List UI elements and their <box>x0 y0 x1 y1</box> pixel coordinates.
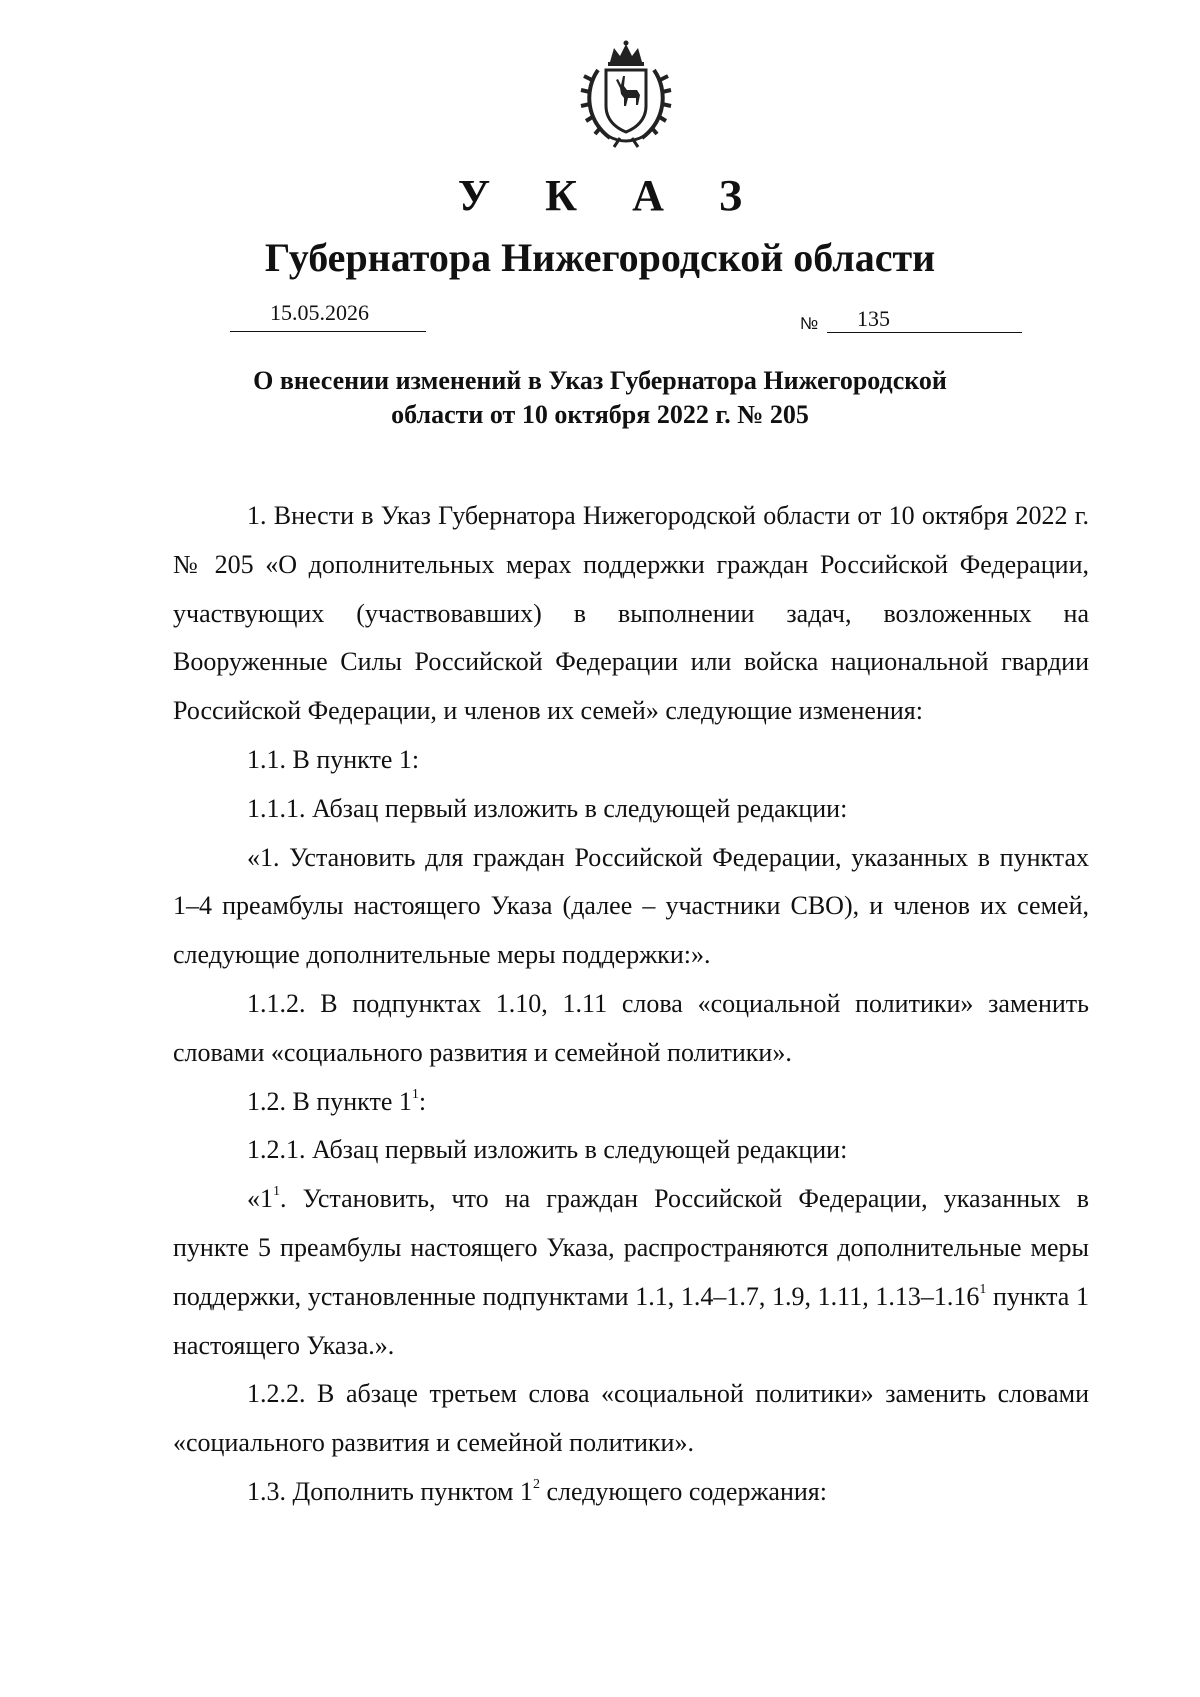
issuer-title: Губернатора Нижегородской области <box>264 235 936 280</box>
text-fragment: . Установить, что на граждан Российской Федерации, указанных в пункте 5 преамбулы настоящего Указа, распространяются дополнительные меры поддержки, установленные подпунктами 1.1, 1.4–1.7, 1.9, 1.11, 1.13–1.16 <box>173 1184 1089 1311</box>
number-label: № <box>800 314 819 333</box>
document-number: 135 <box>827 305 1022 333</box>
paragraph-1-1-1: 1.1.1. Абзац первый изложить в следующей редакции: <box>247 793 848 823</box>
document-type-title: У К А З <box>457 171 765 220</box>
document-body <box>173 492 1089 1517</box>
text-fragment: : <box>418 1086 427 1116</box>
paragraph-quote-1-1 <box>173 1175 1089 1370</box>
paragraph-1-2-2: 1.2.2. В абзаце третьем слова «социальной политики» заменить словами «социального развития и семейной политики». <box>173 1379 1089 1458</box>
superscript: 1 <box>273 1184 280 1200</box>
paragraph-1-1-2: 1.1.2. В подпунктах 1.10, 1.11 слова «социальной политики» заменить словами «социального развития и семейной политики». <box>173 988 1089 1067</box>
text-fragment: 1.3. Дополнить пунктом 1 <box>247 1476 533 1506</box>
paragraph-1: 1. Внести в Указ Губернатора Нижегородской области от 10 октября 2022 г. № 205 «О дополнительных мерах поддержки граждан Российской Федерации, участвующих (участвовавших) в выполнении задач, возложенных на Вооруженные Силы Российской Федерации или войска национальной гвардии Российской Федерации, и членов их семей» следующие изменения: <box>173 501 1089 726</box>
paragraph-quote-1: «1. Установить для граждан Российской Федерации, указанных в пунктах 1–4 преамбулы настоящего Указа (далее – участники СВО), и членов их семей, следующие дополнительные меры поддержки:». <box>173 842 1089 970</box>
paragraph-1-1: 1.1. В пункте 1: <box>247 744 420 774</box>
text-fragment: 1.2. В пункте 1 <box>247 1086 412 1116</box>
superscript: 2 <box>532 1476 540 1492</box>
paragraph-1-3 <box>173 1468 1089 1517</box>
subject-line-1: О внесении изменений в Указ Губернатора Нижегородской <box>253 366 947 395</box>
coat-of-arms-icon <box>570 40 682 148</box>
subject-line-2: области от 10 октября 2022 г. № 205 <box>391 400 809 429</box>
document-subject <box>0 364 1200 432</box>
superscript: 1 <box>979 1281 987 1297</box>
text-fragment: «1 <box>247 1184 273 1214</box>
text-fragment: пункта 1 настоящего Указа.». <box>173 1281 1090 1360</box>
superscript: 1 <box>411 1086 419 1102</box>
paragraph-1-2 <box>173 1078 1089 1127</box>
text-fragment: следующего содержания: <box>539 1476 827 1506</box>
document-date: 15.05.2026 <box>230 298 426 332</box>
paragraph-1-2-1: 1.2.1. Абзац первый изложить в следующей редакции: <box>247 1135 848 1165</box>
